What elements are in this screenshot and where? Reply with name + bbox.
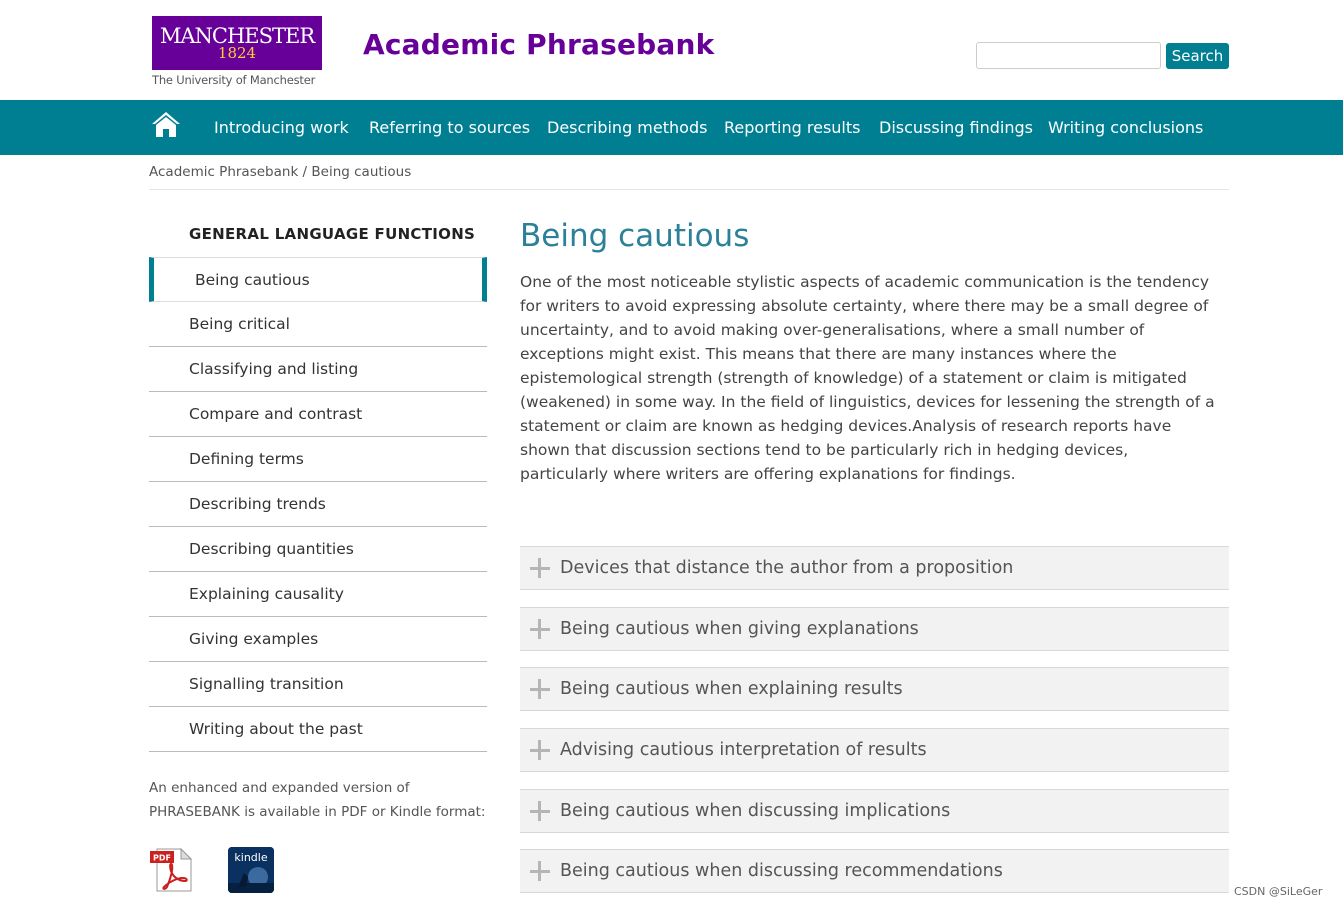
intro-paragraph: One of the most noticeable stylistic aspects of academic communication is the tendency for writers to avoid expressing absolute certainty, where there may be a small degree of uncertainty, and to avoid making over-generalisations, where a small number of exceptions might exist. This means that there are many instances where the epistemological strength (strength of knowledge) of a statement or claim is mitigated (weakened) in some way. In the field of linguistics, devices for lessening the strength of a statement or claim are known as hedging devices.Analysis of research reports have shown that discussion sections tend to be particularly rich in hedging devices, particularly where writers are offering explanations for findings.: [520, 273, 1215, 483]
plus-icon: [520, 607, 560, 651]
kindle-label: kindle: [234, 851, 268, 864]
nav-referring-to-sources[interactable]: Referring to sources: [369, 118, 531, 137]
main-nav: [0, 100, 1343, 155]
logo-box: [152, 16, 322, 70]
nav-writing-conclusions[interactable]: Writing conclusions: [1048, 118, 1204, 137]
sidebar-item-describing-trends[interactable]: Describing trends: [149, 482, 487, 527]
plus-icon: [520, 728, 560, 772]
sidebar-heading: GENERAL LANGUAGE FUNCTIONS: [189, 225, 476, 243]
pdf-icon[interactable]: [149, 847, 195, 893]
accordion-discussing-recommendations[interactable]: [520, 849, 1229, 893]
accordion-discussing-implications[interactable]: [520, 789, 1229, 833]
accordion-label: Being cautious when discussing implications: [560, 801, 951, 821]
sidebar-item-being-critical[interactable]: Being critical: [149, 302, 487, 347]
site-header: [0, 0, 1343, 100]
breadcrumb[interactable]: Academic Phrasebank / Being cautious: [149, 164, 412, 180]
accordion-explaining-results[interactable]: [520, 667, 1229, 711]
page-title: Being cautious: [520, 218, 750, 254]
search-button[interactable]: Search: [1166, 43, 1229, 69]
kindle-icon[interactable]: [228, 847, 274, 893]
home-icon[interactable]: [151, 111, 181, 137]
sidebar-item-being-cautious[interactable]: Being cautious: [149, 257, 487, 302]
sidebar-item-signalling-transition[interactable]: Signalling transition: [149, 662, 487, 707]
pdf-label: PDF: [153, 853, 171, 863]
accordion-label: Devices that distance the author from a proposition: [560, 558, 1014, 578]
plus-icon: [520, 546, 560, 590]
sidebar-item-explaining-causality[interactable]: Explaining causality: [149, 572, 487, 617]
plus-icon: [520, 789, 560, 833]
sidebar-list: [149, 257, 487, 752]
sidebar-item-classifying-and-listing[interactable]: Classifying and listing: [149, 347, 487, 392]
plus-icon: [520, 667, 560, 711]
sidebar-item-describing-quantities[interactable]: Describing quantities: [149, 527, 487, 572]
logo-subtitle: The University of Manchester: [152, 73, 316, 87]
logo-word: MANCHESTER: [159, 24, 315, 48]
site-title[interactable]: Academic Phrasebank: [363, 28, 715, 61]
sidebar-item-giving-examples[interactable]: Giving examples: [149, 617, 487, 662]
sidebar-item-compare-and-contrast[interactable]: Compare and contrast: [149, 392, 487, 437]
nav-reporting-results[interactable]: Reporting results: [724, 118, 861, 137]
accordion-giving-explanations[interactable]: [520, 607, 1229, 651]
university-logo[interactable]: [152, 16, 322, 88]
accordion-label: Advising cautious interpretation of results: [560, 740, 927, 760]
accordion-label: Being cautious when explaining results: [560, 679, 903, 699]
watermark: CSDN @SiLeGer: [1234, 885, 1323, 898]
nav-introducing-work[interactable]: Introducing work: [214, 118, 349, 137]
nav-discussing-findings[interactable]: Discussing findings: [879, 118, 1033, 137]
accordion-distance-author[interactable]: [520, 546, 1229, 590]
breadcrumb-divider: [149, 189, 1229, 190]
sidebar-item-defining-terms[interactable]: Defining terms: [149, 437, 487, 482]
accordion-label: Being cautious when giving explanations: [560, 619, 919, 639]
download-note: An enhanced and expanded version of PHRASEBANK is available in PDF or Kindle format:: [149, 780, 486, 820]
plus-icon: [520, 849, 560, 893]
search-input[interactable]: [976, 42, 1161, 69]
accordion-label: Being cautious when discussing recommendations: [560, 861, 1003, 881]
accordion-cautious-interpretation[interactable]: [520, 728, 1229, 772]
sidebar-item-writing-about-the-past[interactable]: Writing about the past: [149, 707, 487, 752]
logo-year: 1824: [217, 44, 257, 62]
nav-describing-methods[interactable]: Describing methods: [547, 118, 708, 137]
